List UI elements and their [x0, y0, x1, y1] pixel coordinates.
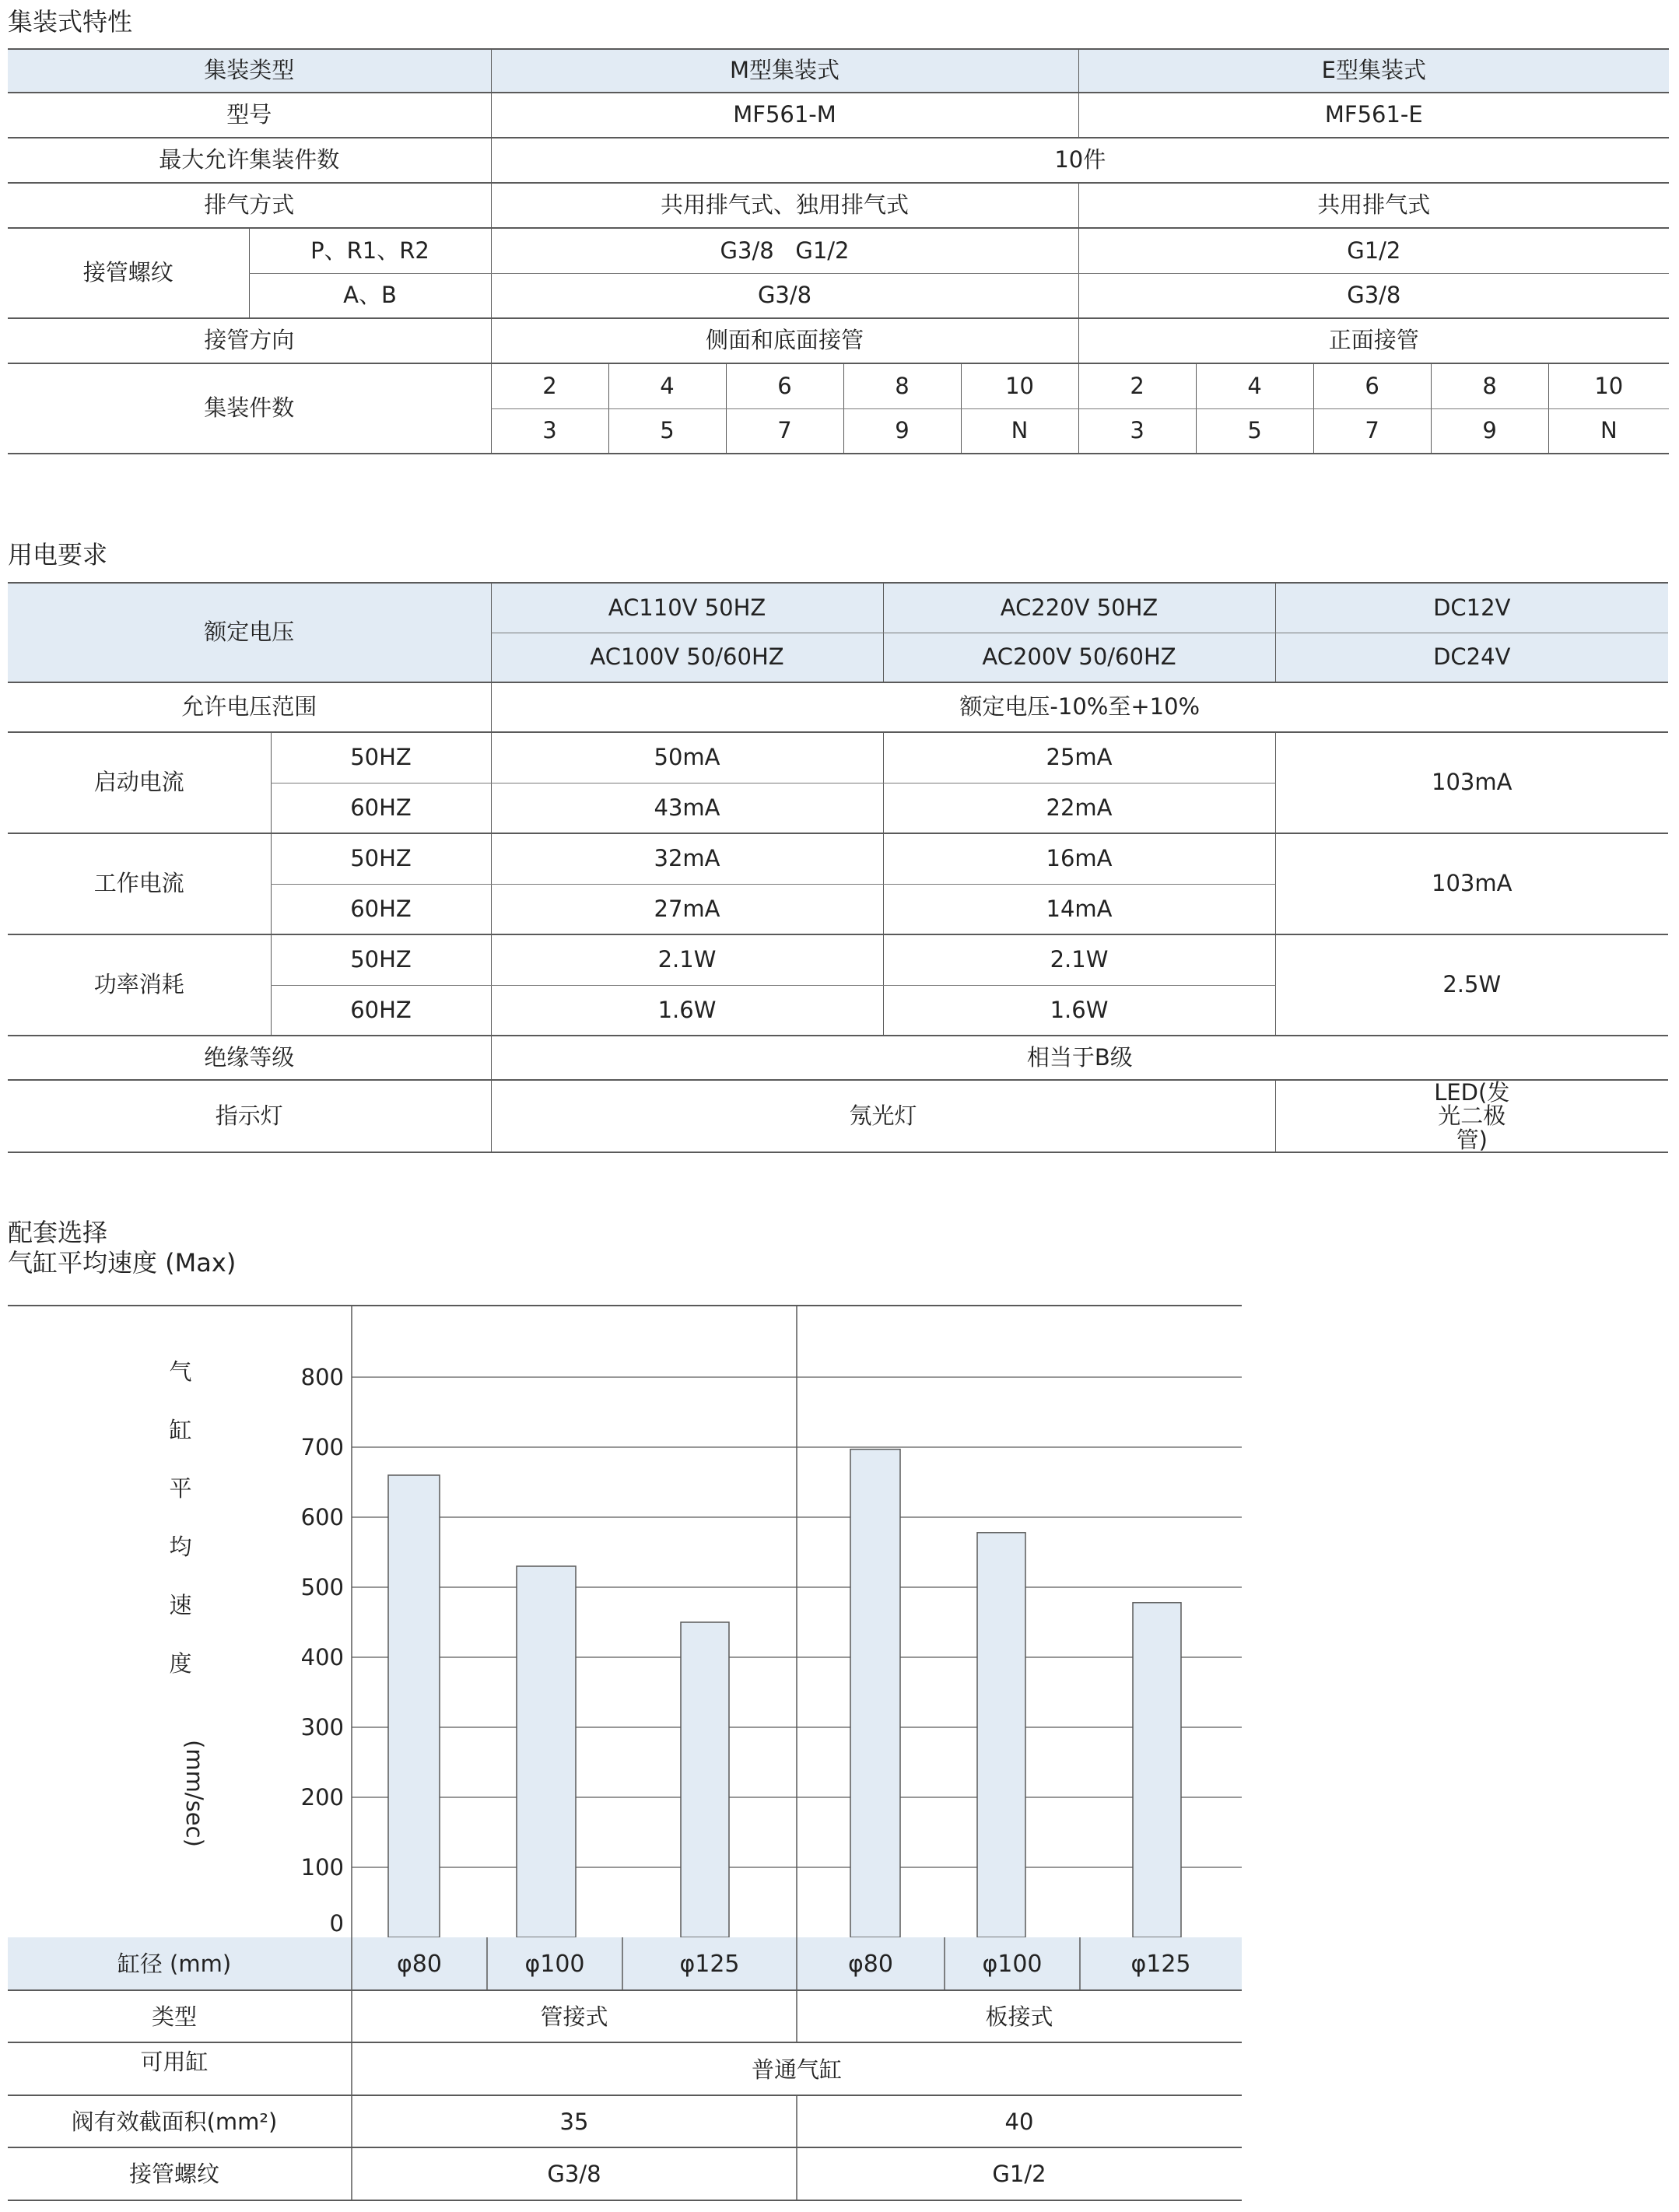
freq-cell: 60HZ: [271, 884, 491, 934]
indicator-ac: 氖光灯: [491, 1080, 1275, 1152]
bore-cell: φ80: [397, 1951, 442, 1978]
max-count-value: 10件: [491, 138, 1669, 183]
y-label-char: 平: [169, 1475, 192, 1502]
value-cell: 50mA: [491, 732, 883, 783]
count-cell: 2: [491, 363, 608, 408]
y-tick-label: 700: [300, 1434, 344, 1460]
bore-cell: φ125: [679, 1951, 740, 1978]
value-cell: 27mA: [491, 884, 883, 934]
exhaust-label: 排气方式: [8, 183, 491, 228]
count-cell: 5: [1196, 408, 1313, 454]
cylinder-label: 可用缸: [140, 2049, 209, 2075]
y-label-char: 缸: [169, 1417, 192, 1443]
thread-m-2: G3/8: [491, 273, 1078, 318]
bore-cell: φ80: [848, 1951, 893, 1978]
count-cell: 7: [726, 408, 843, 454]
chart-bars: [388, 1450, 1181, 1937]
thread-port-1: P、R1、R2: [249, 228, 491, 273]
count-cell: 10: [961, 363, 1078, 408]
power-label: 功率消耗: [8, 934, 271, 1036]
type-value-plate: 板接式: [985, 2003, 1053, 2030]
freq-cell: 50HZ: [271, 934, 491, 985]
y-label-char: 度: [169, 1650, 192, 1677]
exhaust-e: 共用排气式: [1078, 183, 1669, 228]
cylinder-value: 普通气缸: [751, 2056, 843, 2083]
thread-label: 接管螺纹: [8, 228, 249, 318]
section-title-matching: 配套选择: [8, 1218, 108, 1247]
y-tick-label: 100: [300, 1854, 344, 1881]
y-tick-label: 400: [300, 1644, 344, 1670]
chart-y-label: [169, 1358, 191, 1677]
value-cell: 14mA: [883, 884, 1275, 934]
count-cell: 7: [1313, 408, 1431, 454]
bore-cell: φ100: [982, 1951, 1043, 1978]
y-tick-label: 800: [300, 1364, 344, 1390]
bar-φ125: [1133, 1603, 1181, 1937]
voltage-ac110: AC110V 50HZ: [491, 583, 883, 633]
voltage-ac200: AC200V 50/60HZ: [883, 633, 1275, 682]
thread-port-2: A、B: [249, 273, 491, 318]
count-cell: 2: [1078, 363, 1196, 408]
voltage-label: 额定电压: [8, 583, 491, 682]
thread-e-1: G1/2: [1078, 228, 1669, 273]
count-label: 集装件数: [8, 363, 491, 454]
start-current-dc: 103mA: [1275, 732, 1668, 833]
y-tick-label: 600: [300, 1504, 344, 1530]
work-current-label: 工作电流: [8, 833, 271, 934]
bar-φ80: [850, 1450, 900, 1937]
indicator-dc-text: LED(发光二极管): [1434, 1079, 1510, 1153]
value-cell: 1.6W: [883, 985, 1275, 1036]
header-e-type: E型集装式: [1078, 49, 1669, 93]
indicator-label: 指示灯: [8, 1080, 491, 1152]
freq-cell: 50HZ: [271, 732, 491, 783]
bore-label: 缸径 (mm): [117, 1951, 232, 1977]
count-cell: 8: [843, 363, 961, 408]
section-title-assembly: 集装式特性: [8, 7, 133, 37]
value-cell: 2.1W: [491, 934, 883, 985]
area-value-plate: 40: [1004, 2109, 1034, 2135]
value-cell: 2.1W: [883, 934, 1275, 985]
direction-m: 侧面和底面接管: [491, 318, 1078, 363]
count-cell: N: [1548, 408, 1669, 454]
chart-y-ticks: [301, 1364, 344, 1937]
y-label-char: 速: [169, 1592, 192, 1618]
voltage-ac100: AC100V 50/60HZ: [491, 633, 883, 682]
insulation-value: 相当于B级: [491, 1036, 1668, 1080]
range-label: 允许电压范围: [8, 682, 491, 732]
bore-cell: φ125: [1130, 1951, 1191, 1978]
model-label: 型号: [8, 93, 491, 138]
count-cell: 9: [1431, 408, 1548, 454]
exhaust-m: 共用排气式、独用排气式: [491, 183, 1078, 228]
value-cell: 16mA: [883, 833, 1275, 884]
count-cell: 4: [1196, 363, 1313, 408]
count-cell: 9: [843, 408, 961, 454]
voltage-dc12: DC12V: [1275, 583, 1668, 633]
bar-φ100: [977, 1533, 1025, 1937]
section-title-power: 用电要求: [8, 540, 108, 570]
header-type: 集装类型: [8, 49, 491, 93]
bar-φ80: [388, 1475, 440, 1937]
area-value-pipe: 35: [559, 2109, 589, 2135]
count-cell: 5: [608, 408, 726, 454]
thread-value-pipe: G3/8: [547, 2161, 601, 2187]
model-m: MF561-M: [491, 93, 1078, 138]
value-cell: 32mA: [491, 833, 883, 884]
work-current-dc: 103mA: [1275, 833, 1668, 934]
count-cell: N: [961, 408, 1078, 454]
y-label-char: 气: [169, 1358, 192, 1385]
area-label: 阀有效截面积(mm²): [71, 2109, 278, 2135]
thread-label-bottom: 接管螺纹: [128, 2161, 220, 2187]
voltage-ac220: AC220V 50HZ: [883, 583, 1275, 633]
y-tick-label: 200: [300, 1784, 344, 1811]
voltage-dc24: DC24V: [1275, 633, 1668, 682]
section-title-speed: 气缸平均速度 (Max): [8, 1248, 237, 1278]
count-cell: 3: [491, 408, 608, 454]
bore-cell: φ100: [524, 1951, 585, 1978]
bar-φ125: [681, 1622, 729, 1937]
direction-label: 接管方向: [8, 318, 491, 363]
thread-e-2: G3/8: [1078, 273, 1669, 318]
count-cell: 10: [1548, 363, 1669, 408]
y-tick-label: 500: [300, 1574, 344, 1600]
start-current-label: 启动电流: [8, 732, 271, 833]
range-value: 额定电压-10%至+10%: [491, 682, 1668, 732]
y-tick-label: 300: [300, 1714, 344, 1741]
count-cell: 6: [1313, 363, 1431, 408]
insulation-label: 绝缘等级: [8, 1036, 491, 1080]
direction-e: 正面接管: [1078, 318, 1669, 363]
freq-cell: 60HZ: [271, 783, 491, 833]
y-tick-label: 0: [329, 1910, 344, 1937]
freq-cell: 50HZ: [271, 833, 491, 884]
chart-y-label-unit: (mm/sec): [181, 1740, 208, 1847]
power-dc: 2.5W: [1275, 934, 1668, 1036]
thread-value-plate: G1/2: [992, 2161, 1046, 2187]
thread-m-1: G3/8 G1/2: [491, 228, 1078, 273]
count-cell: 8: [1431, 363, 1548, 408]
type-value-pipe: 管接式: [540, 2003, 608, 2030]
y-label-char: 均: [169, 1534, 192, 1560]
count-cell: 4: [608, 363, 726, 408]
value-cell: 1.6W: [491, 985, 883, 1036]
count-cell: 6: [726, 363, 843, 408]
value-cell: 43mA: [491, 783, 883, 833]
value-cell: 25mA: [883, 732, 1275, 783]
model-e: MF561-E: [1078, 93, 1669, 138]
header-m-type: M型集装式: [491, 49, 1078, 93]
bar-φ100: [517, 1566, 576, 1937]
count-cell: 3: [1078, 408, 1196, 454]
max-count-label: 最大允许集装件数: [8, 138, 491, 183]
type-label: 类型: [151, 2003, 198, 2030]
value-cell: 22mA: [883, 783, 1275, 833]
freq-cell: 60HZ: [271, 985, 491, 1036]
